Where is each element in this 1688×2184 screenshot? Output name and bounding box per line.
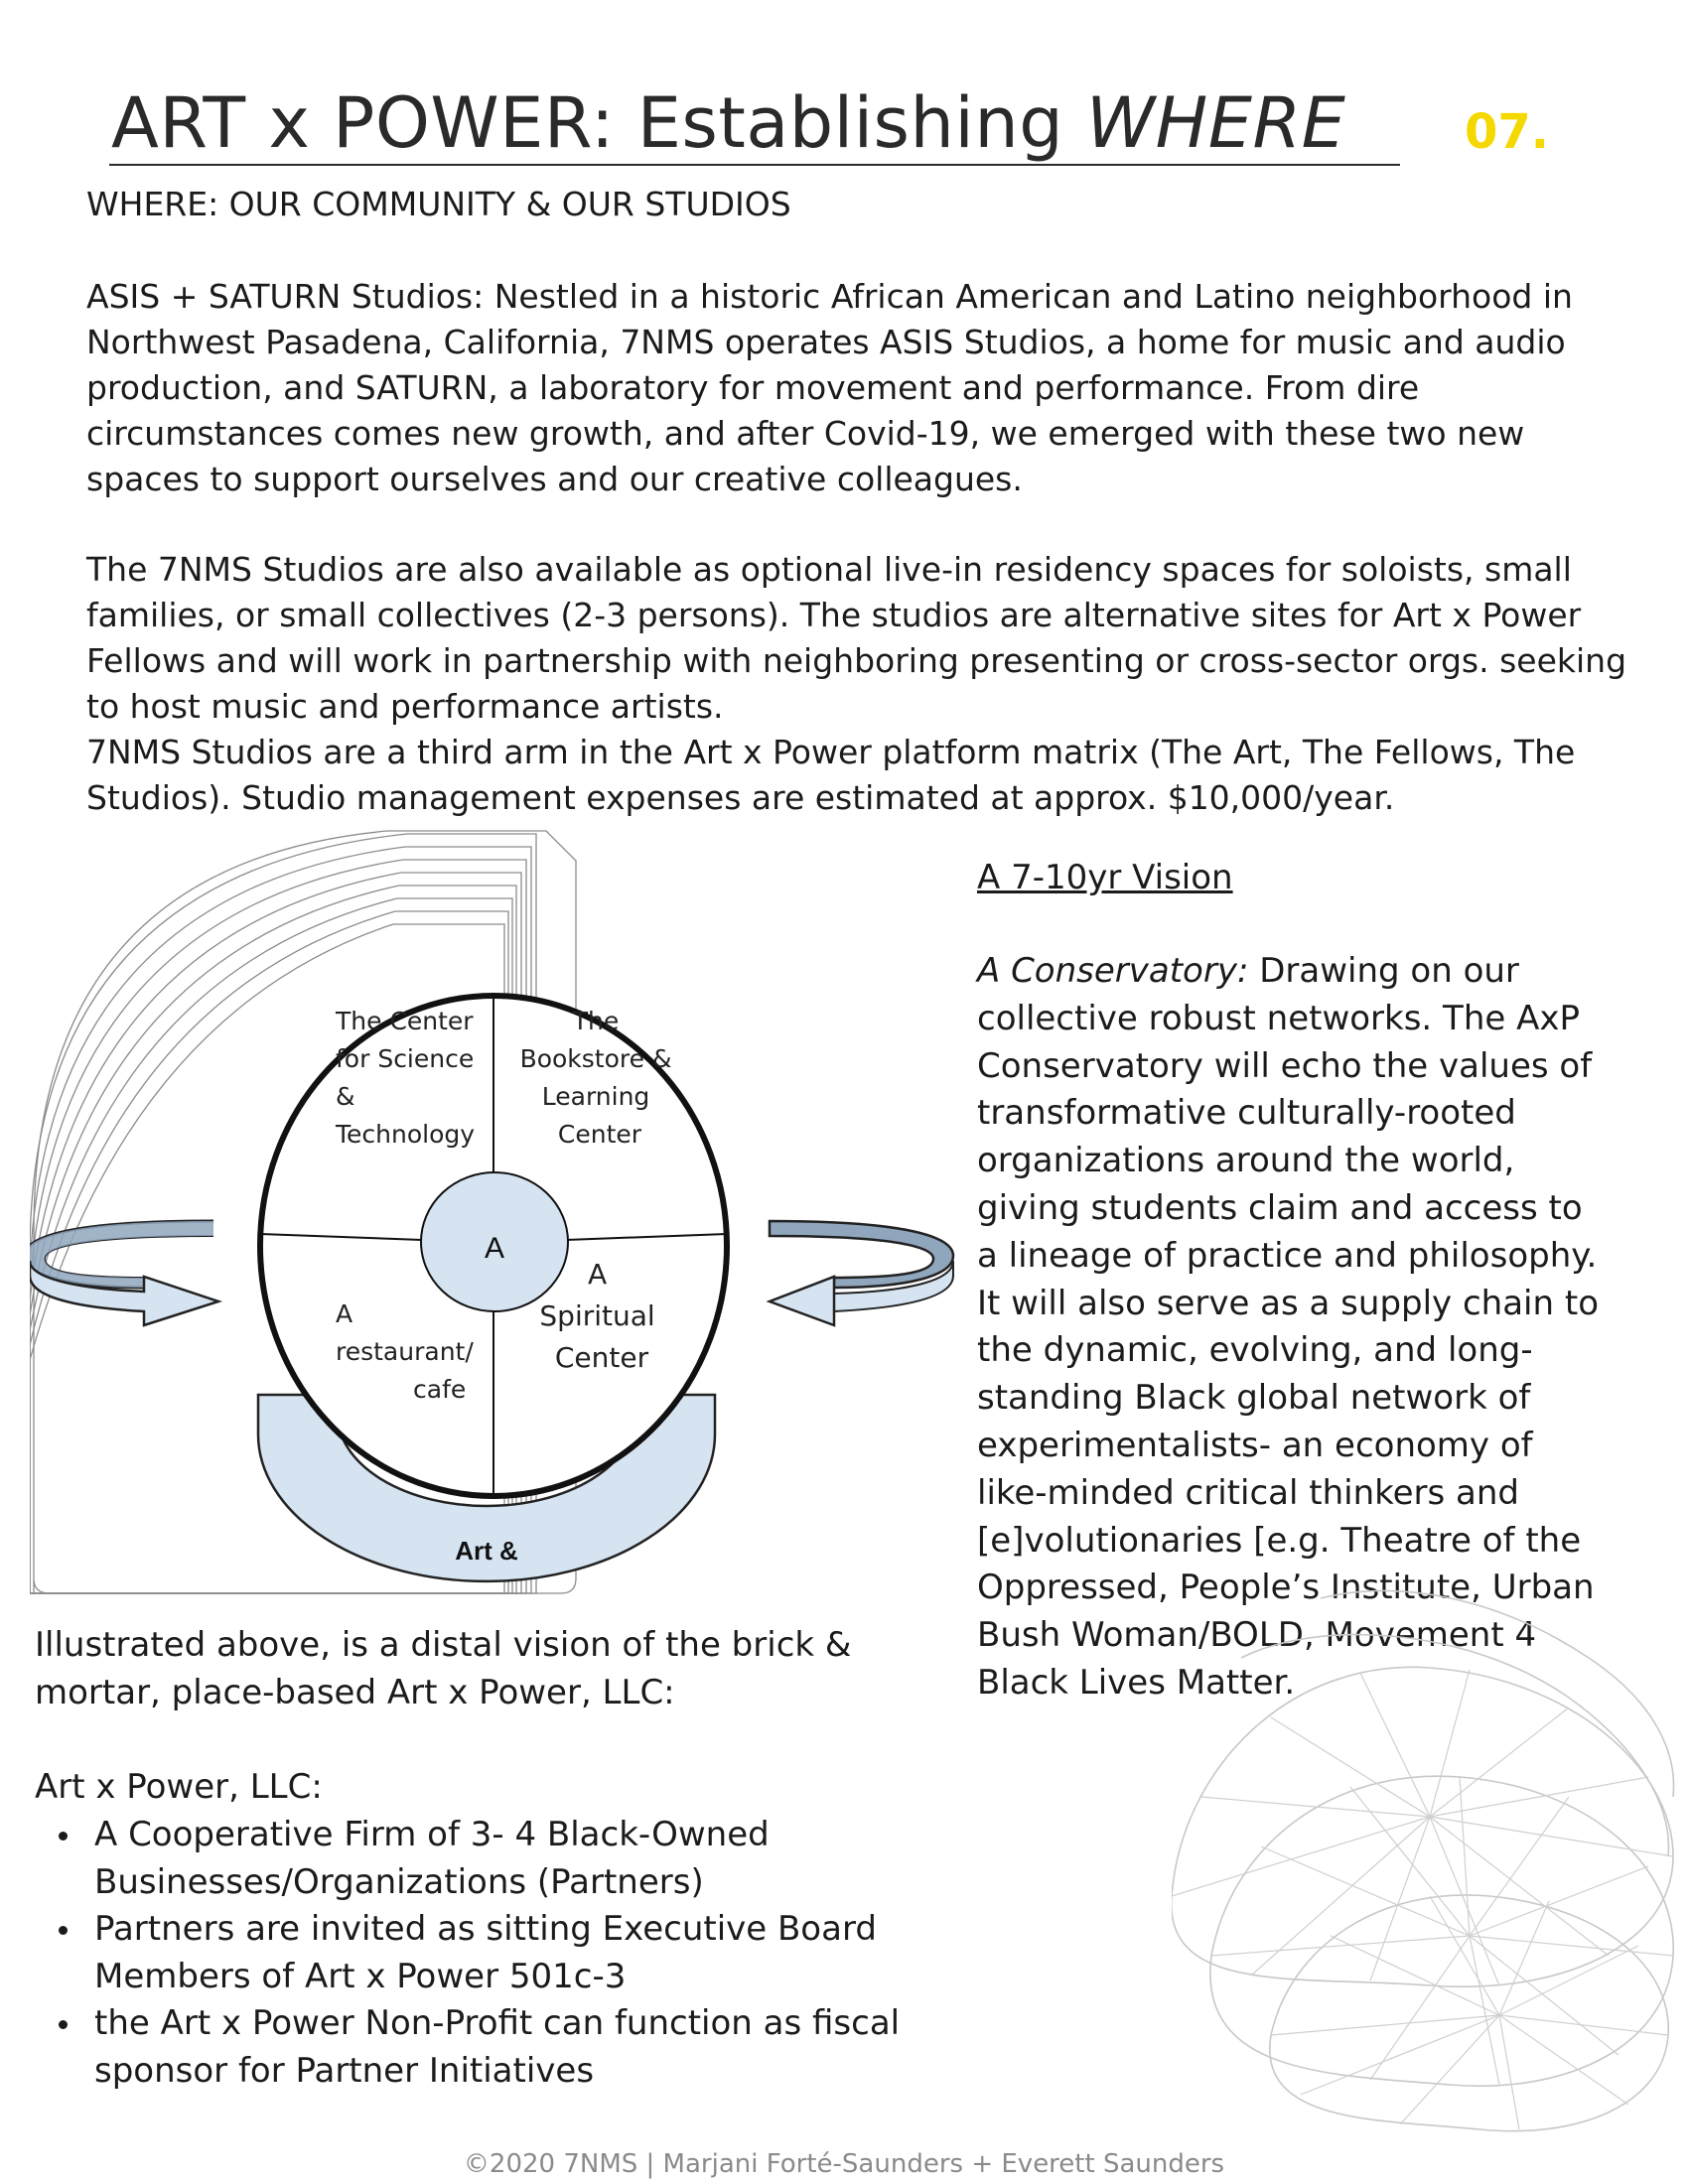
llc-heading: Art x Power, LLC:: [35, 1767, 323, 1807]
base-label: Art &: [455, 1536, 518, 1566]
center-label: A: [484, 1232, 505, 1265]
title-underline: [109, 164, 1400, 166]
page-number: 07.: [1465, 104, 1550, 160]
rotation-arrow-right: [770, 1221, 953, 1325]
page-title: ART x POWER: Establishing WHERE: [111, 82, 1346, 164]
quadrant-spiritual: A Spiritual Center: [539, 1258, 655, 1374]
conservatory-lead: A Conservatory:: [977, 951, 1249, 991]
list-item: A Cooperative Firm of 3- 4 Black-Owned Businesses/Organizations (Partners): [35, 1812, 958, 1906]
diagram-caption: Illustrated above, is a distal vision of the brick & mortar, place-based Art x Power, LLC:: [35, 1625, 852, 1712]
conservatory-description: Drawing on our collective robust networks. The AxP Conservatory will echo the values of transformative culturally-rooted organizations around the world, giving students claim and access to a lineage of practice and philosophy. It will also serve as a supply chain to the dynamic, evolving, and long-standing Black global network of experimentalists- an economy of like-minded critical thinkers and [e]volutionaries [e.g. Theatre of the Oppressed, People’s Institute, Urban Bush Woman/BOLD, Movement 4 Black Lives Matter.: [977, 951, 1599, 1703]
vision-heading: A 7-10yr Vision: [977, 858, 1233, 897]
section-heading: WHERE: OUR COMMUNITY & OUR STUDIOS: [86, 185, 791, 223]
llc-list: [35, 1812, 958, 2095]
footer-credit: ©2020 7NMS | Marjani Forté-Saunders + Everett Saunders: [463, 2149, 1225, 2179]
studios-paragraph: ASIS + SATURN Studios: Nestled in a historic African American and Latino neighborhood in Northwest Pasadena, California, 7NMS operates ASIS Studios, a home for music and audio production, and SATURN, a laboratory for movement and performance. From dire circumstances comes new growth, and after Covid-19, we emerged with these two new spaces to support ourselves and our creative colleagues.: [86, 277, 1573, 498]
matrix-paragraph: 7NMS Studios are a third arm in the Art x Power platform matrix (The Art, The Fellows, The Studios). Studio management expenses are estimated at approx. $10,000/year.: [86, 733, 1576, 817]
quadrant-science-tech: The Center for Science & Technology: [336, 1007, 476, 1149]
quadrant-restaurant: A restaurant/ cafe: [336, 1299, 474, 1404]
list-item: Partners are invited as sitting Executive Board Members of Art x Power 501c-3: [35, 1906, 958, 2000]
quadrant-bookstore: The Bookstore & Learning Center: [519, 1007, 672, 1149]
rotation-arrow-left: [30, 1221, 218, 1325]
decorative-wireframe: [1172, 1519, 1688, 2144]
place-based-vision-diagram: [30, 829, 963, 1598]
list-item: the Art x Power Non-Profit can function as fiscal sponsor for Partner Initiatives: [35, 2000, 958, 2095]
residency-paragraph: The 7NMS Studios are also available as optional live-in residency spaces for soloists, small families, or small collectives (2-3 persons). The studios are alternative sites for Art x Power Fellows and will work in partnership with neighboring presenting or cross-sector orgs. seeking to host music and performance artists.: [86, 550, 1627, 726]
